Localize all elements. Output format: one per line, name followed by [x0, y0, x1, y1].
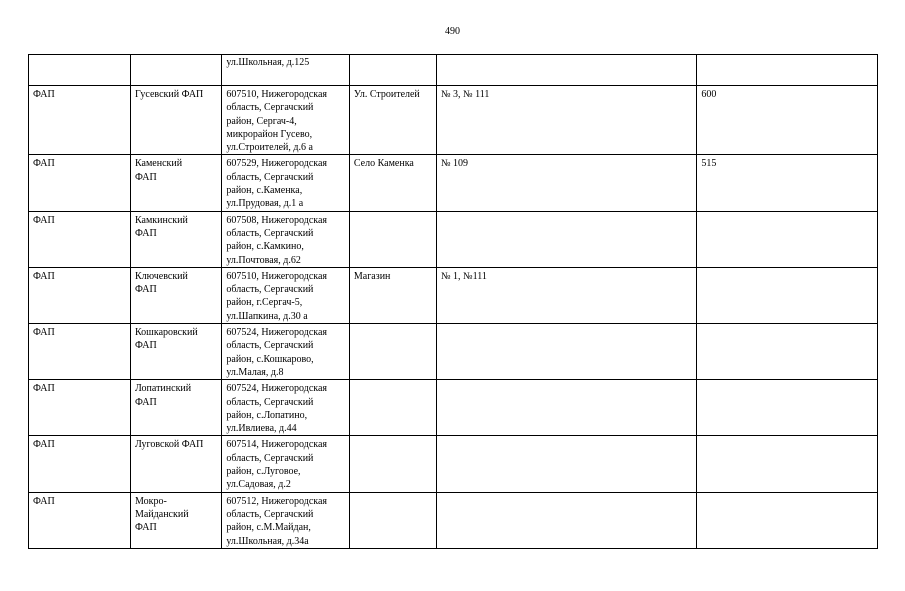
cell-type: ФАП: [29, 436, 131, 492]
cell-route: № 1, №111: [437, 267, 697, 323]
address-line: ул.Ивлиева, д.44: [226, 423, 297, 435]
address-line: область, Сергачский: [226, 284, 314, 296]
address-line: ул.Шапкина, д.30 а: [226, 310, 308, 322]
cell-location: [349, 55, 436, 86]
cell-type: ФАП: [29, 380, 131, 436]
name-line: Майданский: [135, 508, 189, 520]
address-line: район, с.Камкино,: [226, 241, 304, 253]
address-line: 607524, Нижегородская: [226, 383, 327, 395]
cell-name: [131, 380, 222, 436]
cell-address: [222, 86, 350, 155]
table-row: [29, 55, 878, 86]
cell-location: [349, 380, 436, 436]
cell-location: Магазин: [349, 267, 436, 323]
name-line: ФАП: [135, 284, 157, 296]
name-line: Мокро-: [135, 495, 167, 507]
cell-distance: [697, 436, 878, 492]
name-line: Кошкаровский: [135, 327, 198, 339]
name-line: Ключевский: [135, 270, 188, 282]
cell-address: [222, 55, 350, 86]
table-row: [29, 436, 878, 492]
address-line: область, Сергачский: [226, 227, 314, 239]
address-line: район, с.Кошкарово,: [226, 353, 314, 365]
cell-type: ФАП: [29, 267, 131, 323]
name-line: ФАП: [135, 522, 157, 534]
address-line: ул.Прудовая, д.1 а: [226, 198, 304, 210]
cell-type: ФАП: [29, 492, 131, 548]
cell-distance: [697, 324, 878, 380]
cell-address: [222, 380, 350, 436]
address-line: 607529, Нижегородская: [226, 158, 327, 170]
cell-distance: [697, 380, 878, 436]
address-line: ул.Школьная, д.125: [226, 57, 310, 68]
address-line: 607510, Нижегородская: [226, 270, 327, 282]
cell-route: [437, 492, 697, 548]
cell-name: [131, 86, 222, 155]
cell-name: [131, 324, 222, 380]
cell-name: [131, 155, 222, 211]
address-line: область, Сергачский: [226, 508, 314, 520]
address-line: ул.Строителей, д.6 а: [226, 142, 313, 154]
table-row: [29, 324, 878, 380]
cell-route: № 3, № 111: [437, 86, 697, 155]
cell-name: [131, 267, 222, 323]
name-line: Камкинский: [135, 214, 188, 226]
cell-distance: 600: [697, 86, 878, 155]
cell-route: [437, 436, 697, 492]
cell-distance: [697, 267, 878, 323]
cell-route: [437, 211, 697, 267]
cell-address: [222, 436, 350, 492]
address-line: 607524, Нижегородская: [226, 327, 327, 339]
address-line: ул.Школьная, д.34а: [226, 535, 309, 547]
cell-route: № 109: [437, 155, 697, 211]
cell-type: ФАП: [29, 155, 131, 211]
name-line: ФАП: [135, 396, 157, 408]
address-line: область, Сергачский: [226, 452, 314, 464]
address-line: область, Сергачский: [226, 396, 314, 408]
name-line: Гусевский ФАП: [135, 89, 204, 100]
address-line: область, Сергачский: [226, 102, 314, 114]
address-line: ул.Почтовая, д.62: [226, 254, 301, 266]
cell-distance: 515: [697, 155, 878, 211]
address-line: район, с.Луговое,: [226, 466, 301, 478]
name-line: Лопатинский: [135, 383, 192, 395]
cell-distance: [697, 492, 878, 548]
cell-name: [131, 492, 222, 548]
page-number: 490: [445, 26, 460, 37]
name-line: ФАП: [135, 227, 157, 239]
cell-type: ФАП: [29, 324, 131, 380]
cell-name: [131, 55, 222, 86]
cell-distance: [697, 55, 878, 86]
cell-name: [131, 211, 222, 267]
table-row: [29, 86, 878, 155]
facilities-table: [28, 54, 878, 549]
cell-address: [222, 211, 350, 267]
cell-address: [222, 267, 350, 323]
cell-location: Ул. Строителей: [349, 86, 436, 155]
address-line: 607508, Нижегородская: [226, 214, 327, 226]
cell-distance: [697, 211, 878, 267]
cell-type: ФАП: [29, 211, 131, 267]
table-row: [29, 380, 878, 436]
name-line: ФАП: [135, 340, 157, 352]
cell-location: [349, 492, 436, 548]
cell-location: Село Каменка: [349, 155, 436, 211]
table-row: [29, 492, 878, 548]
cell-route: [437, 380, 697, 436]
address-line: область, Сергачский: [226, 340, 314, 352]
table-row: [29, 211, 878, 267]
address-line: район, с.Лопатино,: [226, 409, 308, 421]
address-line: ул.Садовая, д.2: [226, 479, 291, 491]
cell-address: [222, 155, 350, 211]
cell-location: [349, 436, 436, 492]
table-row: [29, 155, 878, 211]
address-line: район, г.Сергач-5,: [226, 297, 303, 309]
name-line: ФАП: [135, 171, 157, 183]
table-row: [29, 267, 878, 323]
address-line: 607512, Нижегородская: [226, 495, 327, 507]
address-line: район, Сергач-4,: [226, 115, 297, 127]
cell-location: [349, 324, 436, 380]
cell-location: [349, 211, 436, 267]
cell-route: [437, 324, 697, 380]
address-line: область, Сергачский: [226, 171, 314, 183]
address-line: ул.Малая, д.8: [226, 366, 284, 378]
address-line: 607510, Нижегородская: [226, 89, 327, 100]
name-line: Луговской ФАП: [135, 439, 204, 451]
address-line: район, с.М.Майдан,: [226, 522, 311, 534]
cell-address: [222, 324, 350, 380]
cell-route: [437, 55, 697, 86]
address-line: район, с.Каменка,: [226, 185, 303, 197]
name-line: Каменский: [135, 158, 183, 170]
cell-type: [29, 55, 131, 86]
address-line: микрорайон Гусево,: [226, 128, 313, 140]
cell-address: [222, 492, 350, 548]
cell-type: ФАП: [29, 86, 131, 155]
address-line: 607514, Нижегородская: [226, 439, 327, 451]
cell-name: [131, 436, 222, 492]
